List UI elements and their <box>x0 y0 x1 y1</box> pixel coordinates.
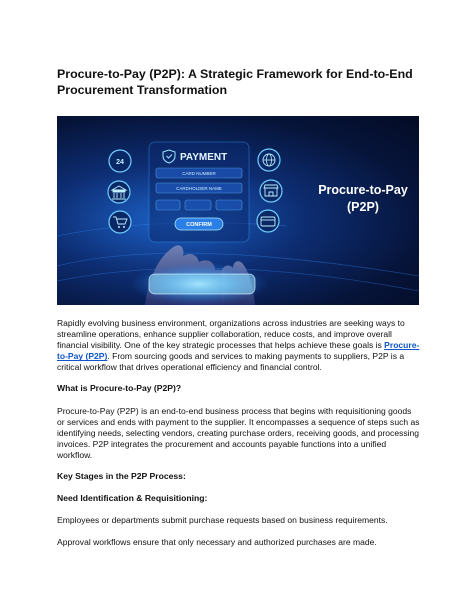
clock-24-icon <box>109 150 131 172</box>
card-icon <box>257 210 279 232</box>
section-heading-what-is-p2p: What is Procure-to-Pay (P2P)? <box>57 383 182 393</box>
svg-text:CARD NUMBER: CARD NUMBER <box>182 171 216 176</box>
svg-text:CONFIRM: CONFIRM <box>186 222 212 228</box>
section-heading-key-stages: Key Stages in the P2P Process: <box>57 471 186 481</box>
stage-paragraph-2: Approval workflows ensure that only necessary and authorized purchases are made. <box>57 537 377 547</box>
hero-label: Procure-to-Pay (P2P) <box>318 183 408 214</box>
hero-image <box>57 116 419 305</box>
globe-icon <box>258 149 280 171</box>
shop-icon <box>260 180 282 202</box>
payment-panel <box>149 142 249 242</box>
p2p-link[interactable]: Procure-to-Pay (P2P) <box>57 340 420 362</box>
what-is-p2p-paragraph: Procure-to-Pay (P2P) is an end-to-end business process that begins with requisitioning goods or services and ends with payment to the supplier. It encompasses a sequence of steps such as identifying needs, selecting vendors, creating purchase orders, receiving goods, and processing invoices. P2P integrates the procurement and accounts payable functions into a unified workflow. <box>57 406 420 461</box>
document-title: Procure-to-Pay (P2P): A Strategic Framework for End-to-End Procurement Transformation <box>57 67 413 97</box>
svg-text:24: 24 <box>116 159 124 166</box>
bank-icon <box>108 181 130 203</box>
shopping-cart-icon <box>109 211 131 233</box>
phone-icon <box>149 274 255 294</box>
svg-text:CARDHOLDER NAME: CARDHOLDER NAME <box>176 186 222 191</box>
payment-title: PAYMENT <box>180 152 228 163</box>
stage-paragraph-1: Employees or departments submit purchase requests based on business requirements. <box>57 515 388 525</box>
intro-paragraph: Rapidly evolving business environment, organizations across industries are seeking ways to streamline operations, enhance supplier collaboration, reduce costs, and improve overall financial visibility. One of the key strategic processes that helps achieve these goals is Procure-to-Pay (P2P). From sourcing goods and services to making payments to suppliers, P2P is a critical workflow that drives operational efficiency and financial control. <box>57 318 420 373</box>
stage-heading-need-identification: Need Identification & Requisitioning: <box>57 493 208 503</box>
